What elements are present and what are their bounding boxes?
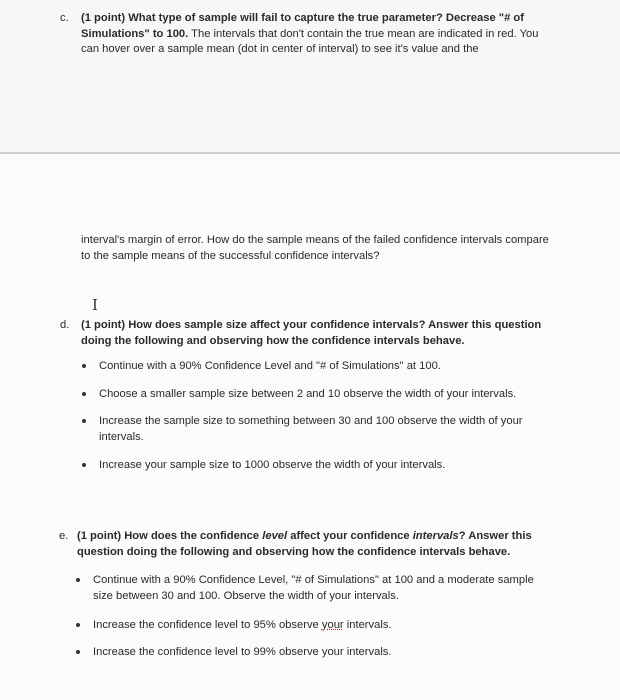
list-item-text [93,618,543,634]
bullet-icon [76,650,80,654]
question-c-continuation [81,233,551,264]
bullet-icon [76,623,80,627]
text-cursor-icon: I [92,296,98,314]
bullet-icon [82,419,86,423]
bullet-icon [82,364,86,368]
question-e-level: level [262,530,288,542]
bullet-icon [76,578,80,582]
question-e-part1: (1 point) How does the confidence [77,530,263,542]
question-e-intervals: intervals [412,530,459,542]
bullet-icon [82,392,86,396]
list-item-text: Choose a smaller sample size between 2 and 10 observe the width of your intervals. [99,388,517,400]
question-e-label: e. [59,530,69,542]
question-c-question: What type of sample will fail to capture the true parameter? Decrease "# of Simulations" to 100. [81,12,524,40]
question-d-label: d. [60,319,70,331]
list-item-text: Continue with a 90% Confidence Level, "# of Simulations" at 100 and a moderate sample size between 30 and 100. Observe the width of your intervals. [93,574,534,602]
question-c-label: c. [60,12,69,24]
list-item-text-start: Increase the confidence level to 95% observe [93,619,322,631]
question-e-part2: affect your confidence [287,530,413,542]
spellcheck-word: your [321,619,344,631]
question-c-instructions: The intervals that don't contain the true mean are indicated in red. You can hover over a sample mean (dot in center of interval) to see it's value and the [81,27,539,55]
question-c-continuation-text: interval's margin of error. How do the sample means of the failed confidence intervals compare to the sample means of the successful confidence intervals? [81,234,549,262]
list-item-text: Continue with a 90% Confidence Level and "# of Simulations" at 100. [99,360,441,372]
question-e-part3: ? Answer this question doing the following and observing how the confidence intervals behave. [77,530,532,558]
question-d-text: (1 point) How does sample size affect your confidence intervals? Answer this question doing the following and observing how the confidence intervals behave. [81,319,542,347]
bullet-icon [82,463,86,467]
question-e-text [77,529,559,560]
question-c-points: (1 point) [81,12,126,24]
list-item-text: Increase the sample size to something between 30 and 100 observe the width of your intervals. [99,415,523,443]
question-c-text [81,11,559,58]
list-item-text: Increase your sample size to 1000 observe the width of your intervals. [99,459,446,471]
list-item-text-end: intervals. [343,619,392,631]
list-item-text: Increase the confidence level to 99% observe your intervals. [93,646,392,658]
